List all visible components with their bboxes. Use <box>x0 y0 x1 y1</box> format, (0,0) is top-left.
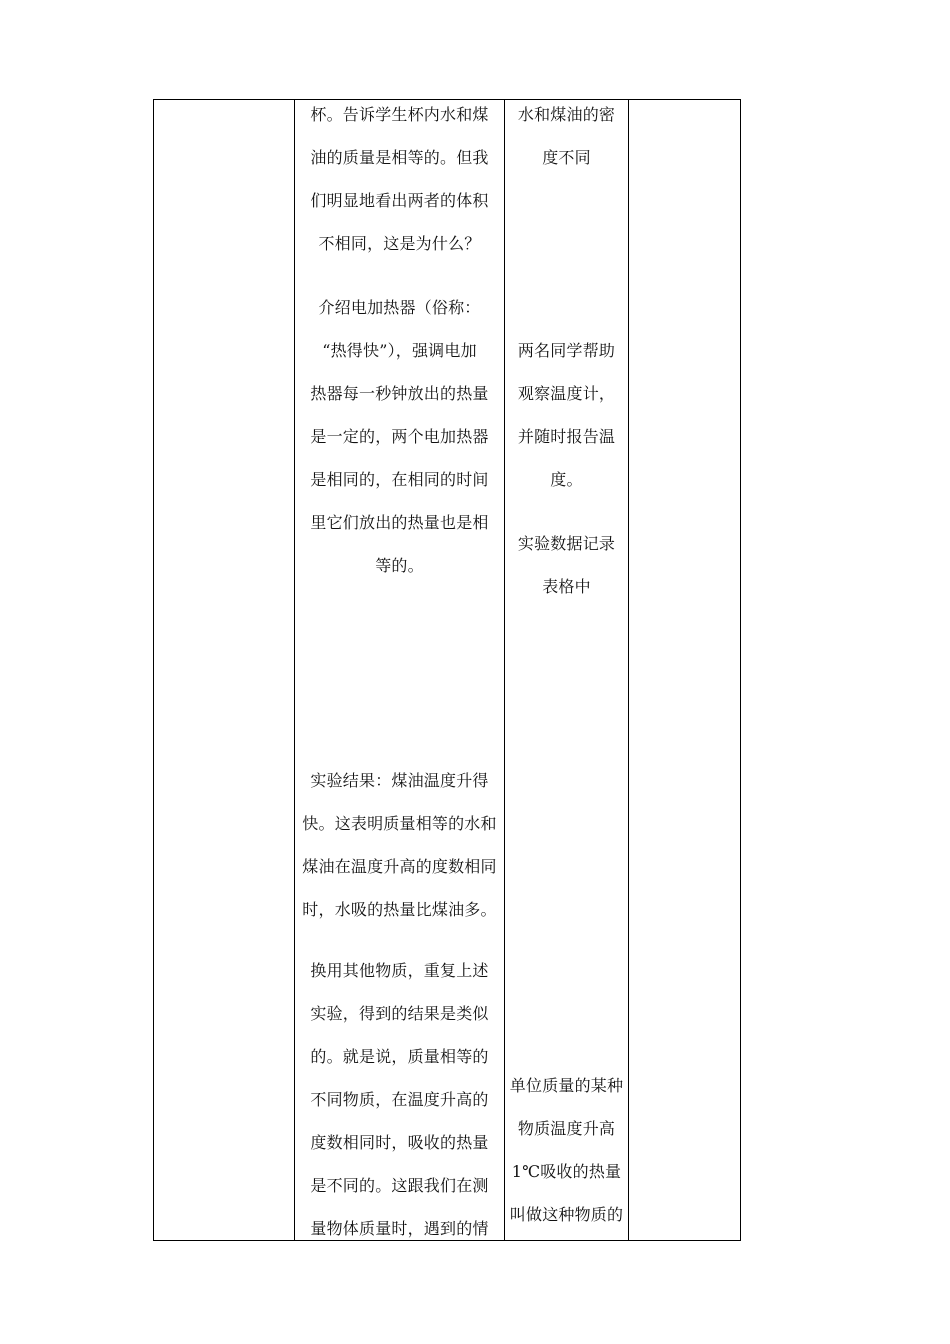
text-line: 量物体质量时，遇到的情 <box>310 1219 489 1238</box>
text-line: 并随时报告温 <box>517 427 616 446</box>
text-line: 两名同学帮助 <box>517 341 616 360</box>
text-line: 表格中 <box>542 577 591 596</box>
text-line: 换用其他物质，重复上述 <box>310 961 489 980</box>
text-line: 不同物质，在温度升高的 <box>310 1090 489 1109</box>
text-line: 是相同的，在相同的时间 <box>310 470 489 489</box>
cell-column-1 <box>154 100 294 1240</box>
cell-student-activity <box>505 100 628 1240</box>
text-line: 时，水吸的热量比煤油多。 <box>302 900 497 919</box>
text-line: 热器每一秒钟放出的热量 <box>310 384 489 403</box>
text-line: 介绍电加热器（俗称： <box>318 298 481 317</box>
text-line: 等的。 <box>375 556 424 575</box>
text-line: 煤油在温度升高的度数相同 <box>302 857 497 876</box>
text-line: 水和煤油的密 <box>517 105 616 124</box>
text-line: 的。就是说，质量相等的 <box>310 1047 489 1066</box>
text-line: 观察温度计， <box>517 384 616 403</box>
text-line: 是一定的，两个电加热器 <box>310 427 489 446</box>
cell-column-4 <box>629 100 740 1240</box>
text-line: 度。 <box>550 470 583 489</box>
lesson-table <box>153 99 741 1241</box>
text-line: 单位质量的某种 <box>509 1076 624 1095</box>
text-line: “热得快”），强调电加 <box>322 341 477 360</box>
text-line: 里它们放出的热量也是相 <box>310 513 489 532</box>
text-line: 实验数据记录 <box>517 534 616 553</box>
text-line: 不相同，这是为什么？ <box>318 234 481 253</box>
text-line: 叫做这种物质的 <box>509 1205 624 1224</box>
text-line: 物质温度升高 <box>517 1119 616 1138</box>
text-line: 快。这表明质量相等的水和 <box>302 814 497 833</box>
text-line: 1℃吸收的热量 <box>511 1162 622 1181</box>
text-line: 实验，得到的结果是类似 <box>310 1004 489 1023</box>
text-line: 度不同 <box>542 148 591 167</box>
text-line: 们明显地看出两者的体积 <box>310 191 489 210</box>
cell-teacher-activity <box>295 100 504 1240</box>
text-line: 是不同的。这跟我们在测 <box>310 1176 489 1195</box>
text-line: 杯。告诉学生杯内水和煤 <box>310 105 489 124</box>
text-line: 实验结果：煤油温度升得 <box>310 771 489 790</box>
text-line: 度数相同时，吸收的热量 <box>310 1133 489 1152</box>
text-line: 油的质量是相等的。但我 <box>310 148 489 167</box>
